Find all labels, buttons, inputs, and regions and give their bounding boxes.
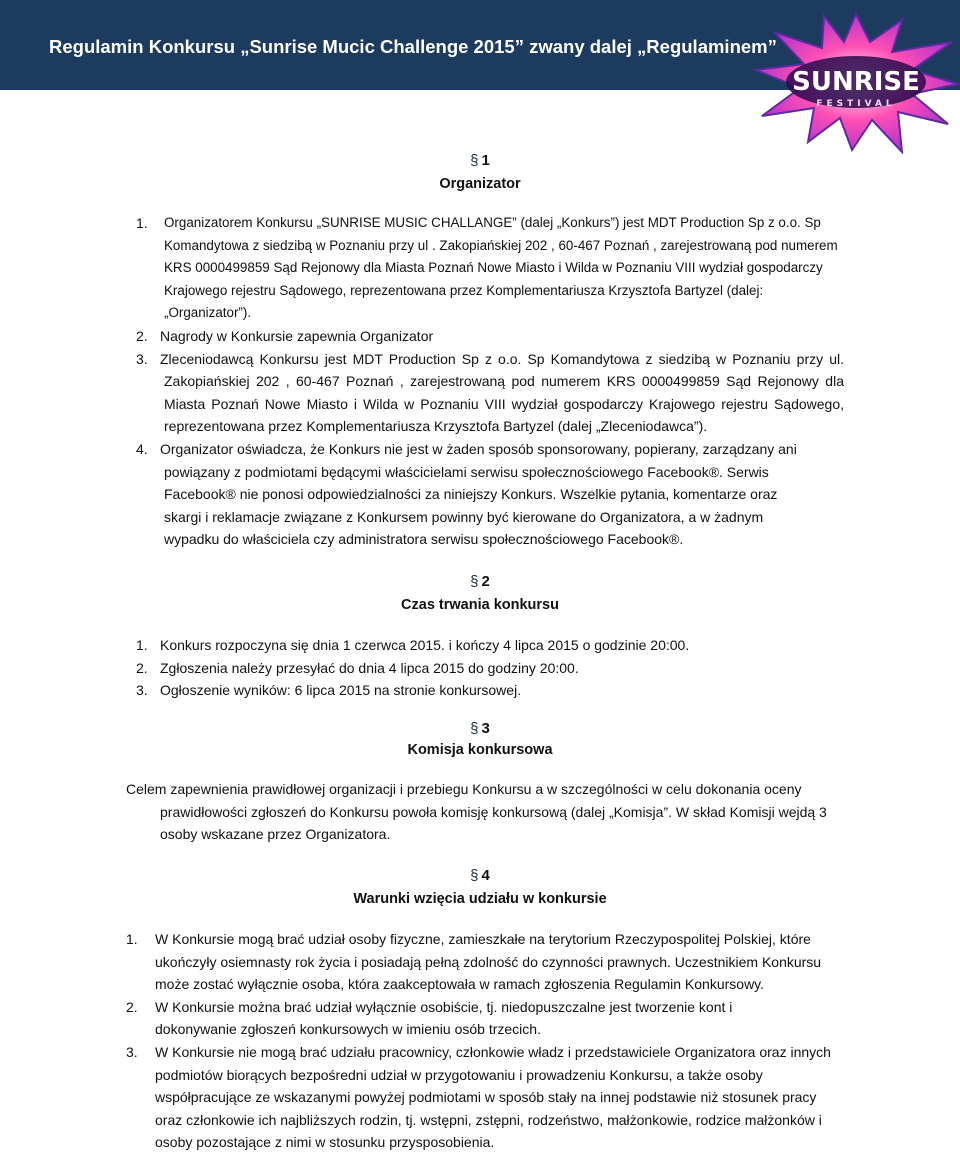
logo-subtitle: FESTIVAL (816, 99, 896, 109)
list-item (0, 634, 840, 657)
list-text: Ogłoszenie wyników: 6 lipca 2015 na stronie konkursowej. (160, 682, 522, 699)
list-number: 4. (136, 440, 148, 457)
section-1-list (0, 212, 960, 551)
document-title: Regulamin Konkursu „Sunrise Mucic Challenge 2015” zwany dalej „Regulaminem” (49, 36, 777, 57)
list-text: Organizator oświadcza, że Konkurs nie jest w żaden sposób sponsorowany, popierany, zarządzany ani powiązany z podmiotami będącymi właścicielami serwisu społecznościowego Facebook®. Serwis Facebook® nie ponosi odpowiedzialności za niniejszy Konkurs. Wszelkie pytania, komentarze oraz skargi i reklamacje związane z Konkursem powinny być kierowane do Organizatora, a w żadnym wypadku do właściciela czy administratora serwisu społecznościowego Facebook®. (160, 440, 797, 548)
list-text: W Konkursie można brać udział wyłącznie osobiście, tj. niedopuszczalne jest tworzenie kont i dokonywanie zgłoszeń konkursowych w imieniu osób trzecich. (155, 998, 733, 1038)
list-number: 3. (126, 1043, 138, 1060)
list-text: Konkurs rozpoczyna się dnia 1 czerwca 2015. i kończy 4 lipca 2015 o godzinie 20:00. (160, 637, 690, 653)
section-2-title: Czas trwania konkursu (401, 597, 559, 613)
section-3-number: § 3 (470, 720, 490, 737)
section-1-number: § 1 (470, 152, 490, 169)
section-1-title: Organizator (439, 176, 521, 192)
list-item (0, 1041, 845, 1154)
list-text: Zgłoszenia należy przesyłać do dnia 4 lipca 2015 do godziny 20:00. (160, 659, 579, 676)
list-text: W Konkursie nie mogą brać udziału pracownicy, członkowie władz i przedstawiciele Organizatora oraz innych podmiotów biorących bezpośredni udział w przygotowaniu i prowadzeniu Konkursu, a także osoby współpracujące ze wskazanymi powyżej podmiotami w sposób stały na innej podstawie niż stosunek pracy oraz członkowie ich najbliższych rodzin, tj. wstępni, zstępni, rodzeństwo, małżonkowie, rodzice małżonków i osoby pozostające z nimi w stosunku przysposobienia. (155, 1043, 831, 1151)
list-item (0, 348, 844, 438)
list-item (0, 928, 845, 996)
section-4-title: Warunki wzięcia udziału w konkursie (353, 891, 607, 907)
list-item (0, 438, 814, 551)
section-symbol: § (470, 152, 479, 169)
list-text: Zleceniodawcą Konkursu jest MDT Production Sp z o.o. Sp Komandytowa z siedzibą w Poznaniu przy ul. Zakopiańskiej 202 , 60-467 Poznań , zarejestrowaną pod numerem KRS 0000499859 Sąd Rejonowy dla Miasta Poznań Nowe Miasto i Wilda w Poznaniu VIII wydział gospodarczy Krajowego rejestru Sądowego, reprezentowana przez Komplementariusza Krzysztofa Bartyzel (dalej „Zleceniodawca”). (160, 350, 844, 435)
list-text: W Konkursie mogą brać udział osoby fizyczne, zamieszkałe na terytorium Rzeczypospolitej Polskiej, które ukończyły osiemnasty rok życia i posiadają pełną zdolność do czynności prawnych. Uczestnikiem Konkursu może zostać wyłącznie osoba, która zaakceptowała w ramach zgłoszenia Regulamin Konkursowy. (155, 931, 822, 993)
list-number: 1. (136, 637, 148, 653)
list-number: 1. (126, 931, 138, 947)
list-number: 2. (136, 659, 148, 676)
section-symbol: § (470, 573, 479, 590)
section-2-number: § 2 (470, 573, 490, 590)
list-number: 3. (136, 350, 148, 367)
section-symbol: § (470, 720, 479, 737)
list-text: Organizatorem Konkursu „SUNRISE MUSIC CHALLANGE” (dalej „Konkurs”) jest MDT Production Sp z o.o. Sp Komandytowa z siedzibą w Poznaniu przy ul . Zakopiańskiej 202 , 60-467 Poznań , zarejestrowaną pod numerem KRS 0000499859 Sąd Rejonowy dla Miasta Poznań Nowe Miasto i Wilda w Poznaniu VIII wydział gospodarczy Krajowego rejestru Sądowego, reprezentowana przez Komplementariusza Krzysztofa Bartyzel (dalej: „Organizator”). (164, 215, 838, 321)
section-3-paragraph: Celem zapewnienia prawidłowej organizacji i przebiegu Konkursu a w szczególności w celu dokonania oceny prawidłowości zgłoszeń do Konkursu powoła komisję konkursową (dalej „Komisja”. W skład Komisji wejdą 3 osoby wskazane przez Organizatora. (126, 781, 827, 843)
list-number: 3. (136, 682, 148, 699)
list-item (0, 657, 840, 680)
list-number: 1. (136, 215, 148, 231)
list-number: 2. (136, 327, 148, 344)
section-symbol: § (470, 867, 479, 884)
section-3-title: Komisja konkursowa (407, 742, 553, 758)
list-item (0, 679, 840, 702)
logo-wordmark: SUNRISE (792, 67, 920, 97)
section-2-list (0, 634, 960, 702)
list-item (0, 212, 844, 325)
list-item (0, 996, 795, 1041)
section-4-number: § 4 (470, 867, 490, 884)
section-4-list (0, 928, 960, 1154)
sunrise-festival-logo (752, 12, 960, 154)
list-item (0, 325, 840, 348)
list-text: Nagrody w Konkursie zapewnia Organizator (160, 327, 434, 344)
list-number: 2. (126, 998, 138, 1015)
